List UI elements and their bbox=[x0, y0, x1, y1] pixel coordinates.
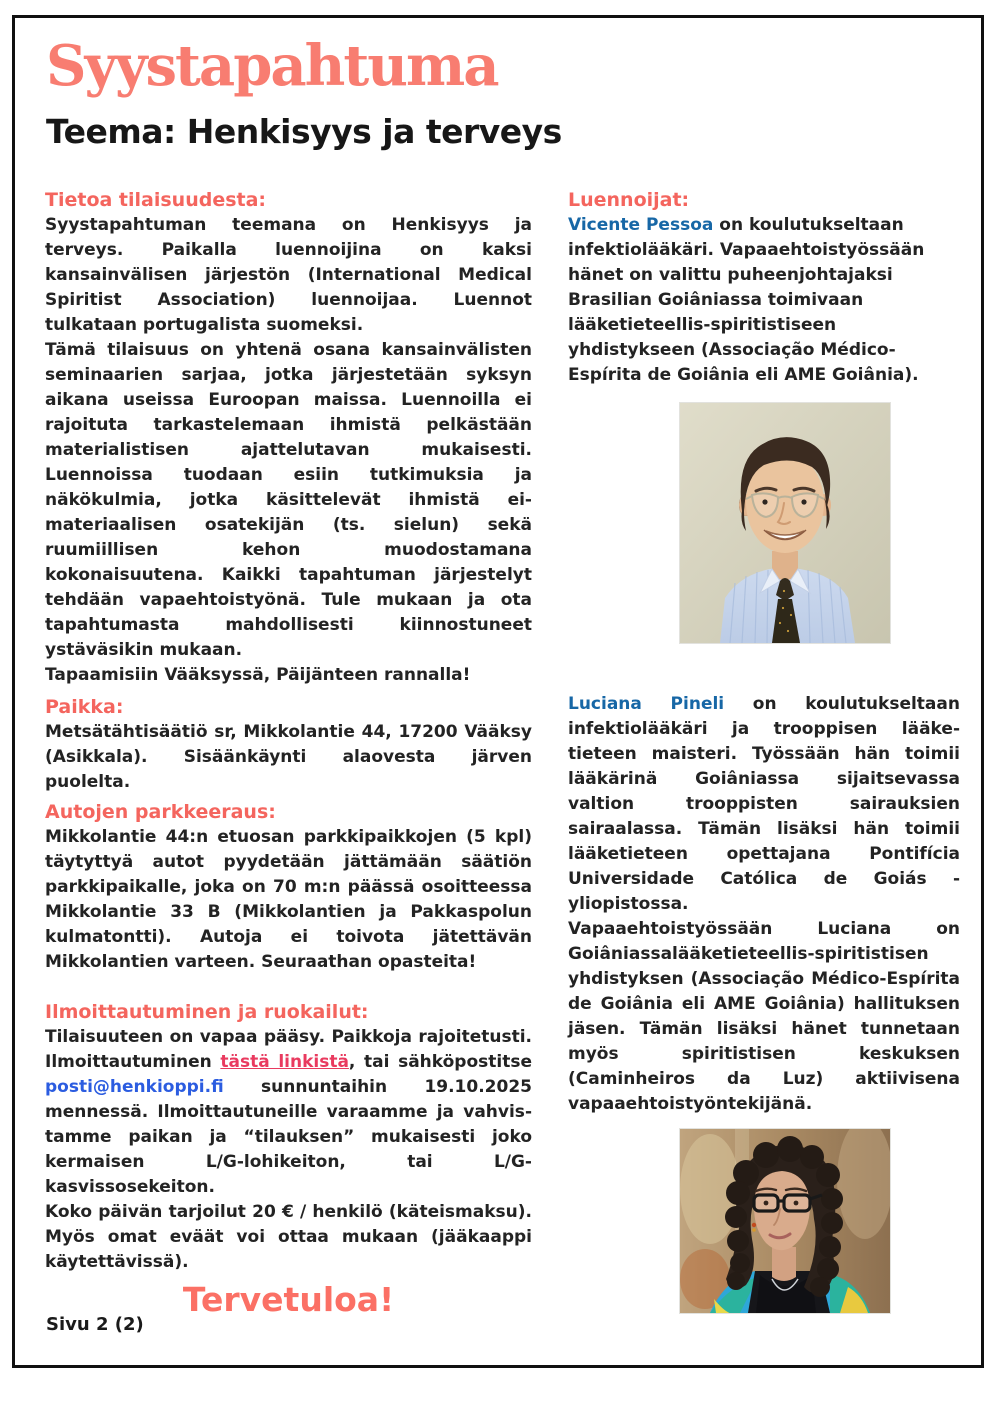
section-place bbox=[45, 695, 532, 795]
luciana-photo bbox=[680, 1129, 890, 1313]
speaker2-name: Luciana Pineli bbox=[568, 694, 725, 714]
place-heading: Paikka: bbox=[45, 696, 124, 718]
parking-heading: Autojen parkkeeraus: bbox=[45, 801, 276, 823]
event-info-paragraph-2: Tämä tilaisuus on yhtenä osana kansainvälisten seminaarien sarjaa, jotka järjestetään syksyn aikana useissa Euroopan maissa. Luennoilla ei rajoituta tarkastelemaan ihmistä pelkästään materialistisen ajattelutavan mukaisesti. Luennoissa tuodaan esiin tutkimuksia ja näkökulmia, jotka käsittelevät ihmistä ei-materiaalisen osatekijän (ts. sielun) sekä ruumiillisen kehon muodostamana kokonaisuutena. Kaikki tapahtuman järjestelyt tehdään vapaehtoistyönä. Tule mukaan ja ota tapahtumasta mahdollisesti kiinnostuneet ystäväsikin mukaan. bbox=[45, 340, 532, 660]
registration-text-2: , tai sähköpostitse bbox=[348, 1052, 533, 1072]
registration-body bbox=[45, 1025, 532, 1200]
section-registration bbox=[45, 1000, 532, 1275]
welcome-text: Tervetuloa! bbox=[182, 1280, 395, 1319]
registration-email-link[interactable]: posti@henkioppi.fi bbox=[45, 1077, 224, 1097]
page-subtitle: Teema: Henkisyys ja terveys bbox=[46, 112, 562, 151]
registration-link[interactable]: tästä linkistä bbox=[220, 1052, 349, 1072]
speaker2-bio-2: Vapaaehtoistyössään Luciana on Goiâniassalääketieteellis-spiritistisen yhdistyksen (Associação Médico-Espírita de Goiânia eli AME Goiânia) hallituksen jäsen. Tämän lisäksi hänet tunnetaan myös spiritistisen keskuksen (Caminheiros da Luz) aktiivisena vapaaehtoistyöntekijänä. bbox=[568, 919, 960, 1114]
section-event-info bbox=[45, 188, 532, 688]
speaker2-bio1-text: on koulutukseltaan infektiolääkäri ja trooppisen lääketieteen maisteri. Työssään hän toimii lääkärinä Goiâniassa sijaitsevassa valtion trooppisten sairauksien sairaalassa. Tämän lisäksi hän toimii lääketieteen opettajana Pontifícia Universidade Católica de Goiás -yliopistossa. bbox=[568, 694, 960, 914]
page-title: Syystapahtuma bbox=[46, 33, 498, 99]
section-parking bbox=[45, 800, 532, 975]
event-info-paragraph-1: Syystapahtuman teemana on Henkisyys ja terveys. Paikalla luennoijina on kaksi kansainvälisen järjestön (International Medical Spiritist Association) luennoijaa. Luennot tulkataan portugalista suomeksi. bbox=[45, 215, 532, 335]
registration-text-1: Tilaisuuteen on vapaa pääsy. Paikkoja rajoitetusti. Ilmoittautuminen bbox=[45, 1027, 532, 1072]
speaker1-name: Vicente Pessoa bbox=[568, 215, 714, 235]
speaker2-bio-1 bbox=[568, 692, 960, 917]
speaker1-bio-text: on koulutukseltaan infektiolääkäri. Vapaaehtoistyössään hänet on valittu puheenjohtajaksi Brasilian Goiâniassa toimivaan lääketieteellis-spiritistiseen yhdistykseen (Associação Médico-Espírita de Goiânia eli AME Goiânia). bbox=[568, 215, 925, 385]
registration-heading: Ilmoittautuminen ja ruokailut: bbox=[45, 1001, 369, 1023]
event-info-heading: Tietoa tilaisuudesta: bbox=[45, 189, 267, 211]
vicente-photo bbox=[680, 403, 890, 643]
section-speaker2 bbox=[568, 692, 960, 1117]
page-number: Sivu 2 (2) bbox=[46, 1314, 144, 1335]
speakers-heading: Luennoijat: bbox=[568, 189, 690, 211]
registration-catering-body: Koko päivän tarjoilut 20 € / henkilö (käteismaksu). Myös omat eväät voi ottaa mukaan (jääkaappi käytettävissä). bbox=[45, 1202, 532, 1272]
section-speakers bbox=[568, 188, 960, 388]
place-body: Metsätähtisäätiö sr, Mikkolantie 44, 17200 Vääksy (Asikkala). Sisäänkäynti alaovesta järven puolelta. bbox=[45, 722, 532, 792]
speaker1-bio bbox=[568, 213, 960, 388]
registration-text-3: sunnuntaihin 19.10.2025 mennessä. Ilmoittautuneille varaamme ja vahvistamme paikan ja “tilauksen” mukaisesti joko kermaisen L/G-lohikeiton, tai L/G-kasvissosekeiton. bbox=[45, 1077, 532, 1197]
event-info-paragraph-3: Tapaamisiin Vääksyssä, Päijänteen rannalla! bbox=[45, 665, 471, 685]
parking-body: Mikkolantie 44:n etuosan parkkipaikkojen (5 kpl) täytyttyä autot pyydetään jättämään säätiön parkkipaikalle, joka on 70 m:n päässä osoitteessa Mikkolantie 33 B (Mikkolantien ja Pakkaspolun kulmatontti). Autoja ei toivota jätettävän Mikkolantien varteen. Seuraathan opasteita! bbox=[45, 827, 532, 972]
